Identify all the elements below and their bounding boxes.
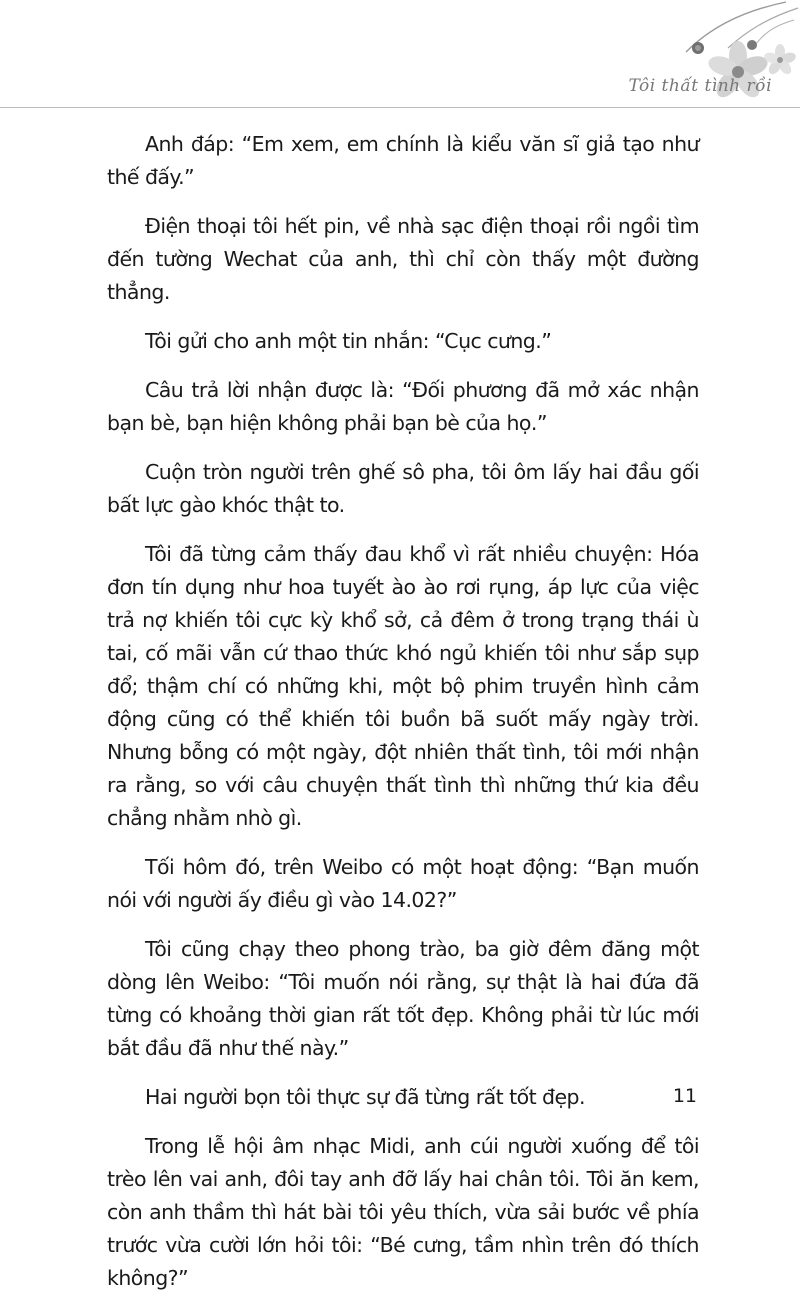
paragraph: Tôi gửi cho anh một tin nhắn: “Cục cưng.”: [145, 329, 552, 353]
paragraph: Hai người bọn tôi thực sự đã từng rất tốt đẹp.: [145, 1085, 585, 1109]
header-divider: [0, 107, 800, 108]
paragraph: Cuộn tròn người trên ghế sô pha, tôi ôm lấy hai đầu gối bất lực gào khóc thật to.: [107, 460, 699, 517]
paragraph: Điện thoại tôi hết pin, về nhà sạc điện thoại rồi ngồi tìm đến tường Wechat của anh, thì chỉ còn thấy một đường thẳng.: [107, 214, 699, 304]
paragraph: Tối hôm đó, trên Weibo có một hoạt động: “Bạn muốn nói với người ấy điều gì vào 14.02?”: [107, 855, 699, 912]
body-text: [107, 128, 699, 1311]
paragraph: Tôi cũng chạy theo phong trào, ba giờ đêm đăng một dòng lên Weibo: “Tôi muốn nói rằng, sự thật là hai đứa đã từng có khoảng thời gian rất tốt đẹp. Không phải từ lúc mới bắt đầu đã như thế này.”: [107, 937, 699, 1060]
paragraph: Câu trả lời nhận được là: “Đối phương đã mở xác nhận bạn bè, bạn hiện không phải bạn bè của họ.”: [107, 378, 699, 435]
page-number: 11: [672, 1085, 697, 1107]
paragraph: Tôi đã từng cảm thấy đau khổ vì rất nhiều chuyện: Hóa đơn tín dụng như hoa tuyết ào ào rơi rụng, áp lực của việc trả nợ khiến tôi cực kỳ khổ sở, cả đêm ở trong trạng thái ù tai, cố mãi vẫn cứ thao thức khó ngủ khiến tôi như sắp sụp đổ; thậm chí có những khi, một bộ phim truyền hình cảm động cũng có thể khiến tôi buồn bã suốt mấy ngày trời. Nhưng bỗng có một ngày, đột nhiên thất tình, tôi mới nhận ra rằng, so với câu chuyện thất tình thì những thứ kia đều chẳng nhằm nhò gì.: [107, 542, 699, 830]
paragraph: Trong lễ hội âm nhạc Midi, anh cúi người xuống để tôi trèo lên vai anh, đôi tay anh đỡ lấy hai chân tôi. Tôi ăn kem, còn anh thầm thì hát bài tôi yêu thích, vừa sải bước về phía trước vừa cười lớn hỏi tôi: “Bé cưng, tầm nhìn trên đó thích không?”: [107, 1134, 699, 1290]
running-title: Tôi thất tình rồi: [628, 76, 772, 96]
paragraph: Anh đáp: “Em xem, em chính là kiểu văn sĩ giả tạo như thế đấy.”: [107, 132, 699, 189]
